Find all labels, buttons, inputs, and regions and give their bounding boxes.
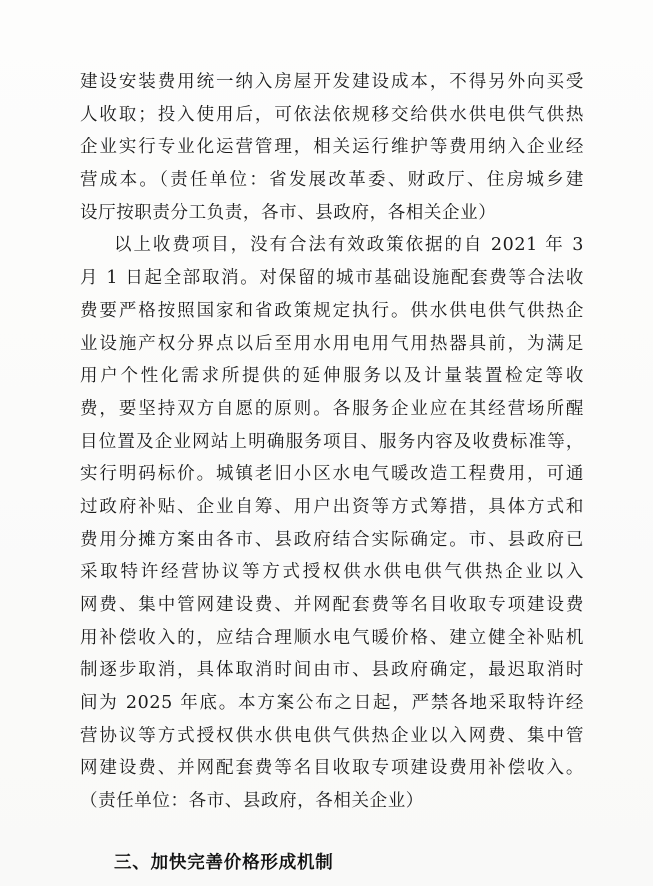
section-heading: 三、加快完善价格形成机制 bbox=[114, 853, 334, 873]
text-line: 用补偿收入的，应结合理顺水电气暖价格、建立健全补贴机 bbox=[80, 627, 584, 648]
paragraph-2 bbox=[80, 229, 584, 817]
text-line: 用户个性化需求所提供的延伸服务以及计量装置检定等收 bbox=[80, 366, 584, 387]
text-line: 人收取；投入使用后，可依法依规移交给供水供电供气供热 bbox=[80, 104, 584, 125]
text-line: 过政府补贴、企业自筹、用户出资等方式筹措，具体方式和 bbox=[80, 496, 584, 517]
text-line: 网费、集中管网建设费、并网配套费等名目收取专项建设费 bbox=[80, 595, 584, 615]
text-line: 网建设费、并网配套费等名目收取专项建设费用补偿收入。 bbox=[80, 758, 584, 779]
text-line: 制逐步取消，具体取消时间由市、县政府确定，最迟取消时 bbox=[80, 660, 584, 681]
text-line: 目位置及企业网站上明确服务项目、服务内容及收费标准等， bbox=[80, 431, 584, 452]
text-line: 企业实行专业化运营管理，相关运行维护等费用纳入企业经 bbox=[80, 137, 584, 158]
text-line: 实行明码标价。城镇老旧小区水电气暖改造工程费用，可通 bbox=[80, 464, 584, 485]
text-line: 建设安装费用统一纳入房屋开发建设成本，不得另外向买受 bbox=[80, 72, 584, 92]
text-line: 间为 2025 年底。本方案公布之日起，严禁各地采取特许经 bbox=[80, 693, 584, 714]
text-line: （责任单位：各市、县政府，各相关企业） bbox=[80, 791, 424, 812]
text-line: 设厅按职责分工负责，各市、县政府，各相关企业） bbox=[80, 202, 497, 223]
text-line: 费，要坚持双方自愿的原则。各服务企业应在其经营场所醒 bbox=[80, 398, 584, 419]
text-line: 月 1 日起全部取消。对保留的城市基础设施配套费等合法收 bbox=[80, 268, 584, 289]
text-line: 营协议等方式授权供水供电供气供热企业以入网费、集中管 bbox=[80, 725, 584, 746]
text-line: 营成本。（责任单位：省发展改革委、财政厅、住房城乡建 bbox=[80, 170, 584, 191]
text-line: 以上收费项目，没有合法有效政策依据的自 2021 年 3 bbox=[114, 235, 584, 256]
text-line: 费用分摊方案由各市、县政府结合实际确定。市、县政府已 bbox=[80, 529, 584, 550]
body-text bbox=[80, 66, 584, 818]
paragraph-1 bbox=[80, 66, 584, 229]
text-line: 费要严格按照国家和省政策规定执行。供水供电供气供热企 bbox=[80, 300, 584, 321]
text-line: 采取特许经营协议等方式授权供水供电供气供热企业以入 bbox=[80, 562, 584, 583]
text-line: 业设施产权分界点以后至用水用电用气用热器具前，为满足 bbox=[80, 333, 584, 354]
